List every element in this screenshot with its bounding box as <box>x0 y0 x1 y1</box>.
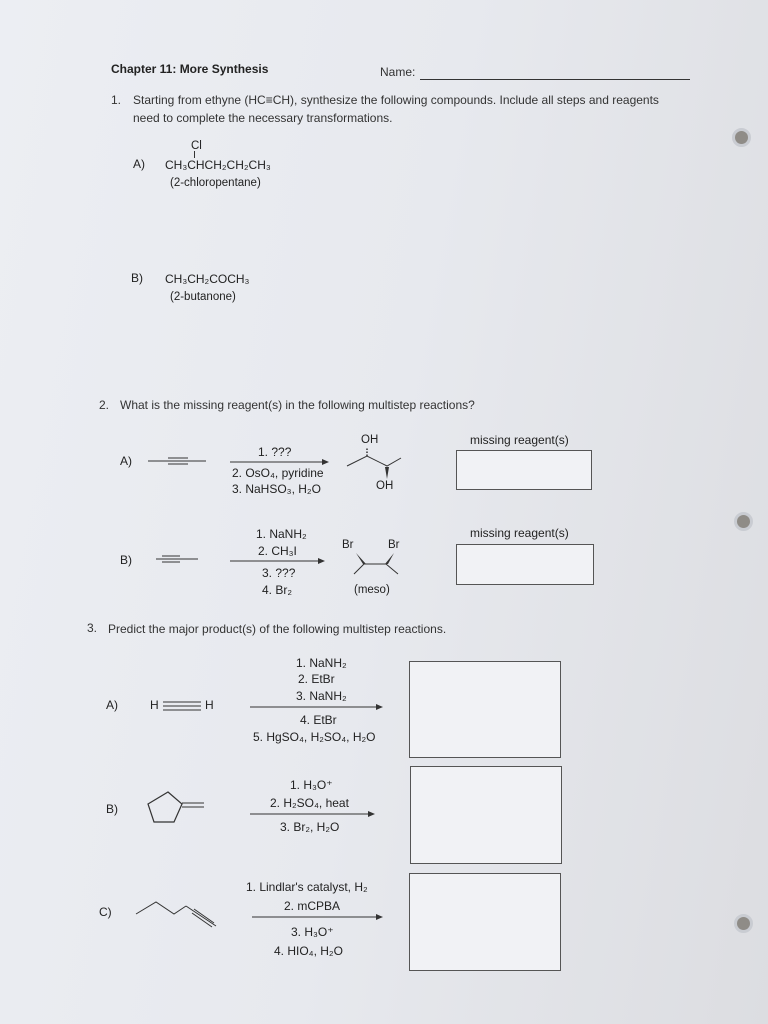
q3a-reaction-arrow <box>250 703 384 711</box>
q2b-label: B) <box>120 553 132 567</box>
q3c-reagent-2: 2. mCPBA <box>284 899 341 913</box>
q2b-reaction-arrow <box>230 557 326 565</box>
q2-number: 2. <box>99 398 110 412</box>
q2a-product-oh-bottom: OH <box>376 480 394 492</box>
q2a-box-label: missing reagent(s) <box>470 433 569 447</box>
q3c-reaction-arrow <box>252 913 384 921</box>
q3a-reactant-h-left: H <box>150 698 159 712</box>
q2a-label: A) <box>120 454 132 468</box>
q3a-reagent-2: 2. EtBr <box>298 672 335 686</box>
q2b-reagent-4: 4. Br₂ <box>262 583 292 597</box>
q3b-reagent-1: 1. H₃O⁺ <box>290 778 333 792</box>
binder-ring-top <box>732 128 751 147</box>
q1a-label: A) <box>133 157 145 171</box>
q3a-reagent-5: 5. HgSO₄, H₂SO₄, H₂O <box>253 730 376 744</box>
q1-prompt-line1: Starting from ethyne (HC≡CH), synthesize the following compounds. Include all steps and reagents <box>133 93 659 107</box>
q3b-answer-box[interactable] <box>410 766 562 864</box>
q3a-answer-box[interactable] <box>409 661 561 758</box>
q3a-label: A) <box>106 698 118 712</box>
q3a-reactant-h-right: H <box>205 698 214 712</box>
name-label: Name: <box>380 65 416 79</box>
q3-number: 3. <box>87 621 98 635</box>
q3b-reagent-3: 3. Br₂, H₂O <box>280 820 340 834</box>
q3c-reactant-alkyne <box>134 896 220 930</box>
q1a-bond <box>194 151 195 158</box>
q3a-reagent-1: 1. NaNH₂ <box>296 656 347 670</box>
q2a-product-oh-top: OH <box>361 434 379 446</box>
q2a-reaction-arrow <box>230 458 330 466</box>
q3c-reagent-3: 3. H₃O⁺ <box>291 925 334 939</box>
q2b-product-note: (meso) <box>354 584 390 596</box>
binder-ring-bottom <box>734 914 753 933</box>
q2b-reactant-alkyne <box>156 550 200 570</box>
q1a-substituent: Cl <box>191 140 202 152</box>
chapter-title: Chapter 11: More Synthesis <box>111 62 269 76</box>
q3b-reagent-2: 2. H₂SO₄, heat <box>270 796 349 810</box>
q2b-product-dibromide <box>350 552 406 580</box>
q2a-reactant-alkyne <box>148 452 208 472</box>
q2b-product-br-left: Br <box>342 539 354 551</box>
binder-ring-middle <box>734 512 753 531</box>
q2b-reagent-1: 1. NaNH₂ <box>256 527 307 541</box>
q3a-reactant-triple-bond <box>161 699 203 713</box>
q1b-formula: CH₃CH₂COCH₃ <box>165 272 250 286</box>
q2b-answer-box[interactable] <box>456 544 594 585</box>
q3c-reagent-4: 4. HIO₄, H₂O <box>274 944 343 958</box>
q3b-label: B) <box>106 802 118 816</box>
q1b-name: (2-butanone) <box>170 291 236 303</box>
q2a-reagent-1: 1. ??? <box>258 445 292 459</box>
q2b-product-br-right: Br <box>388 539 400 551</box>
q3c-answer-box[interactable] <box>409 873 561 971</box>
q1a-formula: CH₃CHCH₂CH₂CH₃ <box>165 158 271 172</box>
q2-prompt: What is the missing reagent(s) in the following multistep reactions? <box>120 398 475 412</box>
name-line[interactable] <box>420 79 690 80</box>
q3a-reagent-4: 4. EtBr <box>300 713 337 727</box>
q3c-reagent-1: 1. Lindlar's catalyst, H₂ <box>246 880 368 894</box>
q1b-label: B) <box>131 271 143 285</box>
q3a-reagent-3: 3. NaNH₂ <box>296 689 347 703</box>
q2a-reagent-2: 2. OsO₄, pyridine <box>232 466 324 480</box>
q1a-name: (2-chloropentane) <box>170 177 261 189</box>
q3c-label: C) <box>99 905 112 919</box>
q3b-reactant-methylenecyclopentane <box>144 788 206 828</box>
q2a-product-diol <box>345 446 405 482</box>
q1-number: 1. <box>111 93 122 107</box>
q1-prompt-line2: need to complete the necessary transformations. <box>133 111 393 125</box>
q3-prompt: Predict the major product(s) of the following multistep reactions. <box>108 622 447 636</box>
q2b-reagent-2: 2. CH₃I <box>258 544 297 558</box>
q3b-reaction-arrow <box>250 810 376 818</box>
q2b-box-label: missing reagent(s) <box>470 526 569 540</box>
q2a-answer-box[interactable] <box>456 450 592 490</box>
q2b-reagent-3: 3. ??? <box>262 566 296 580</box>
q2a-reagent-3: 3. NaHSO₃, H₂O <box>232 482 321 496</box>
